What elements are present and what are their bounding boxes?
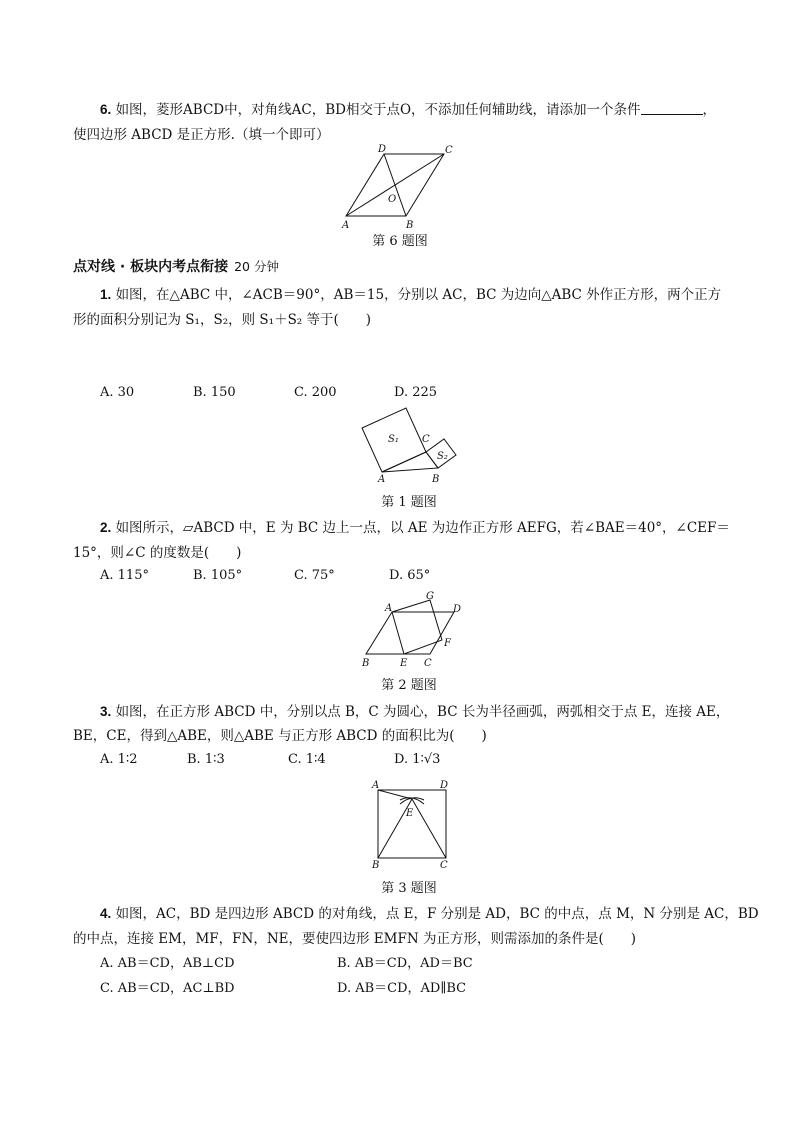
q2-option-d[interactable]: D. 65° [389, 568, 431, 583]
q1-line-2: 形的面积分别记为 S₁，S₂，则 S₁＋S₂ 等于( ) [73, 312, 372, 328]
q6-label-b: B [406, 220, 414, 231]
q1-line-1 [100, 286, 721, 304]
q2-figure [360, 591, 470, 670]
q3-label-b: B [372, 860, 380, 871]
q1-option-b[interactable]: B. 150 [193, 385, 236, 400]
q1-label-c: C [422, 434, 430, 445]
q3-label-e: E [406, 808, 414, 819]
q3-caption: 第 3 题图 [381, 881, 437, 896]
q4-number: 4. [100, 906, 112, 921]
q6-number: 6. [100, 102, 112, 117]
q4-option-a[interactable]: A. AB＝CD，AB⊥CD [100, 956, 235, 971]
q1-number: 1. [100, 287, 112, 302]
q4-option-c[interactable]: C. AB＝CD，AC⊥BD [100, 981, 235, 996]
q6-label-d: D [378, 144, 387, 155]
q6-rhombus-figure [340, 146, 460, 232]
q3-line-2: BE，CE，得到△ABE，则△ABE 与正方形 ABCD 的面积比为( ) [73, 728, 487, 744]
q1-text-1: 如图，在△ABC 中，∠ACB＝90°，AB＝15，分别以 AC，BC 为边向△ABC 外作正方形，两个正方 [115, 287, 722, 303]
q2-option-c[interactable]: C. 75° [294, 568, 335, 583]
q6-label-o: O [388, 194, 397, 205]
q6-label-a: A [342, 220, 350, 231]
q6-line-1 [100, 101, 716, 119]
q3-figure [370, 778, 454, 870]
q1-label-s1: S₁ [388, 434, 399, 445]
q3-option-a[interactable]: A. 1∶2 [100, 752, 138, 767]
q4-option-b[interactable]: B. AB＝CD，AD＝BC [337, 956, 473, 971]
q3-line-1 [100, 703, 729, 721]
q2-label-f: F [444, 638, 451, 649]
q6-answer-blank[interactable] [641, 101, 703, 115]
q2-label-a: A [385, 603, 393, 614]
q3-option-d[interactable]: D. 1∶√3 [394, 752, 441, 767]
q1-label-s2: S₂ [437, 451, 448, 462]
q1-figure [360, 412, 460, 484]
q2-option-a[interactable]: A. 115° [100, 568, 149, 583]
q1-option-d[interactable]: D. 225 [394, 385, 438, 400]
q6-text-1-end: ， [702, 102, 717, 118]
q2-text-1: 如图所示，▱ABCD 中，E 为 BC 边上一点，以 AE 为边作正方形 AEFG，若∠BAE＝40°，∠CEF＝ [115, 520, 730, 536]
q2-caption: 第 2 题图 [381, 678, 437, 693]
q2-number: 2. [100, 520, 112, 535]
section-title: 点对线 · 板块内考点衔接 [73, 259, 229, 275]
q6-line-2: 使四边形 ABCD 是正方形.（填一个即可） [73, 127, 330, 143]
q4-text-1: 如图，AC，BD 是四边形 ABCD 的对角线，点 E，F 分别是 AD，BC 的中点，点 M，N 分别是 AC，BD [115, 906, 759, 922]
q3-label-c: C [440, 860, 448, 871]
q3-option-c[interactable]: C. 1∶4 [288, 752, 326, 767]
q2-label-e: E [400, 658, 408, 669]
q3-line-ce [412, 799, 446, 858]
q2-line-1 [100, 519, 730, 537]
q2-label-d: D [453, 604, 462, 615]
q2-option-b[interactable]: B. 105° [193, 568, 243, 583]
q6-caption: 第 6 题图 [372, 234, 428, 249]
q4-option-d[interactable]: D. AB＝CD，AD∥BC [337, 981, 467, 996]
q1-caption: 第 1 题图 [381, 495, 437, 510]
q2-line-2: 15°，则∠C 的度数是( ) [73, 545, 242, 561]
q4-line-1 [100, 905, 759, 923]
q1-option-a[interactable]: A. 30 [100, 385, 135, 400]
q1-option-c[interactable]: C. 200 [294, 385, 337, 400]
q6-diagonal-bd [384, 154, 406, 216]
q3-label-d: D [440, 780, 449, 791]
q2-label-c: C [424, 658, 432, 669]
q2-label-b: B [362, 658, 370, 669]
q3-label-a: A [372, 780, 380, 791]
q1-triangle-abc [382, 452, 438, 472]
q1-label-a: A [378, 474, 386, 485]
section-header [73, 258, 279, 276]
q1-label-b: B [432, 474, 440, 485]
q3-option-b[interactable]: B. 1∶3 [187, 752, 225, 767]
q3-square [378, 790, 446, 858]
q4-line-2: 的中点，连接 EM，MF，FN，NE，要使四边形 EMFN 为正方形，则需添加的条件是( ) [73, 931, 636, 947]
q2-label-g: G [426, 591, 434, 602]
q6-label-c: C [445, 145, 453, 156]
q2-parallelogram [366, 612, 454, 654]
q6-text-1: 如图，菱形ABCD中，对角线AC，BD相交于点O，不添加任何辅助线，请添加一个条件 [115, 102, 641, 118]
section-time: 20 分钟 [234, 259, 279, 274]
q3-text-1: 如图，在正方形 ABCD 中，分别以点 B，C 为圆心，BC 长为半径画弧，两弧相交于点 E，连接 AE， [115, 704, 730, 720]
q3-number: 3. [100, 704, 112, 719]
